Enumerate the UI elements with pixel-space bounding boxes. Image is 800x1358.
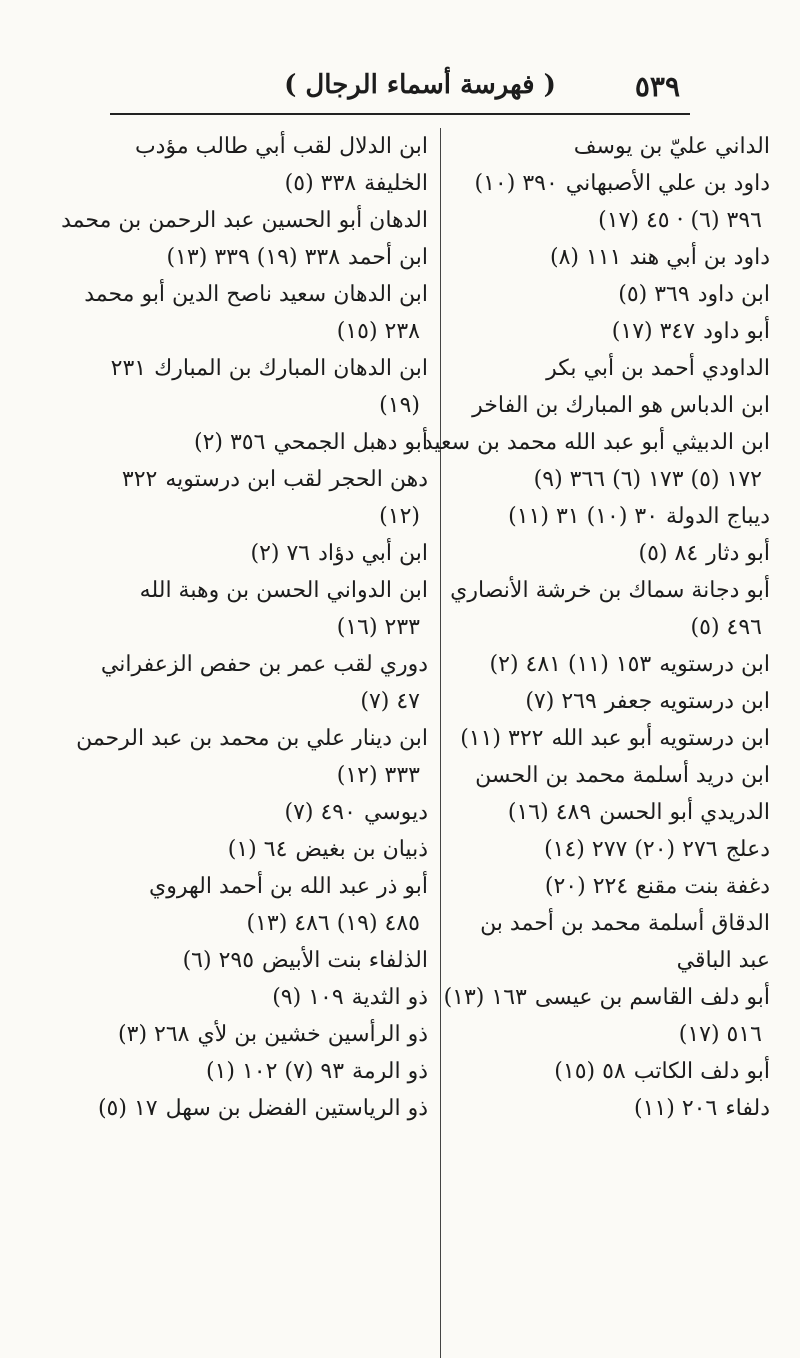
index-entry bbox=[113, 498, 428, 535]
entry-pages: (١٢) bbox=[379, 504, 420, 529]
index-entry bbox=[113, 572, 428, 609]
entry-pages: ٢٣٨ (١٥) bbox=[336, 319, 420, 344]
entry-pages: ٢٦٩ (٧) bbox=[525, 689, 597, 714]
entry-name: ذو الرأسين خشين بن لأي bbox=[197, 1022, 428, 1047]
entry-pages: ٣٩٦ (٦) · ٤٥ (١٧) bbox=[598, 208, 762, 233]
index-entry bbox=[455, 461, 770, 498]
entry-pages: ٢٩٥ (٦) bbox=[182, 948, 255, 973]
entry-pages: ٣٢٢ bbox=[121, 467, 158, 492]
entry-name: ابن الدبيثي أبو عبد الله محمد بن سعيد bbox=[422, 430, 770, 455]
index-entry bbox=[455, 868, 770, 905]
entry-name: داود بن علي الأصبهاني bbox=[565, 171, 770, 196]
entry-pages: (١٩) bbox=[379, 393, 420, 418]
entry-name: ابن درستويه bbox=[659, 652, 770, 677]
index-entry bbox=[422, 424, 770, 461]
index-entry bbox=[443, 979, 770, 1016]
entry-name: ذو الرمة bbox=[352, 1059, 428, 1084]
index-entry bbox=[84, 276, 428, 313]
index-entry bbox=[113, 794, 428, 831]
entry-name: الدقاق أسلمة محمد بن أحمد بن bbox=[480, 911, 770, 936]
entry-name: أبو داود bbox=[703, 319, 770, 344]
entry-pages: ٤٨٥ (١٩) ٤٨٦ (١٣) bbox=[246, 911, 420, 936]
entry-name: أبو ذر عبد الله بن أحمد الهروي bbox=[149, 874, 428, 899]
index-entry bbox=[113, 461, 428, 498]
entry-pages: ٢٣٣ (١٦) bbox=[336, 615, 420, 640]
entry-pages: ٤٩٠ (٧) bbox=[284, 800, 356, 825]
entry-pages: ١٧ (٥) bbox=[97, 1096, 158, 1121]
entry-pages: ١٥٣ (١١) ٤٨١ (٢) bbox=[489, 652, 652, 677]
index-entry bbox=[110, 350, 428, 387]
column-divider bbox=[440, 128, 441, 1358]
index-entry bbox=[76, 720, 428, 757]
entry-pages: ١٧٢ (٥) ١٧٣ (٦) ٣٦٦ (٩) bbox=[533, 467, 762, 492]
entry-name: ابن الدهان سعيد ناصح الدين أبو محمد bbox=[84, 282, 428, 307]
entry-name: ابن أحمد bbox=[348, 245, 428, 270]
index-entry bbox=[455, 1090, 770, 1127]
index-entry bbox=[455, 313, 770, 350]
entry-name: ابن دينار علي بن محمد بن عبد الرحمن bbox=[76, 726, 428, 751]
entry-name: الدريدي أبو الحسن bbox=[599, 800, 770, 825]
entry-name: الدهان أبو الحسين عبد الرحمن بن محمد bbox=[61, 208, 428, 233]
index-entry bbox=[113, 239, 428, 276]
entry-name: ابن الدواني الحسن بن وهبة الله bbox=[139, 578, 428, 603]
entry-pages: ٥٨ (١٥) bbox=[554, 1059, 626, 1084]
entry-name: أبو دجانة سماك بن خرشة الأنصاري bbox=[450, 578, 770, 603]
entry-pages: ٤٩٦ (٥) bbox=[690, 615, 762, 640]
index-entry bbox=[113, 979, 428, 1016]
running-title: ( فهرسة أسماء الرجال ) bbox=[284, 70, 556, 100]
index-entry bbox=[455, 165, 770, 202]
index-entry bbox=[455, 609, 770, 646]
entry-name: الداودي أحمد بن أبي بكر bbox=[546, 356, 770, 381]
entry-name: أبو دلف القاسم بن عيسى bbox=[534, 985, 770, 1010]
index-entry bbox=[455, 202, 770, 239]
entry-pages: ٢٢٤ (٢٠) bbox=[544, 874, 629, 899]
index-entry bbox=[455, 646, 770, 683]
index-column-left bbox=[61, 128, 428, 1127]
index-entry bbox=[455, 720, 770, 757]
index-entry bbox=[113, 1053, 428, 1090]
index-entry bbox=[113, 535, 428, 572]
entry-pages: ٧٦ (٢) bbox=[250, 541, 311, 566]
index-entry bbox=[455, 535, 770, 572]
index-entry bbox=[455, 905, 770, 942]
index-entry bbox=[455, 1053, 770, 1090]
entry-pages: ٥١٦ (١٧) bbox=[678, 1022, 762, 1047]
entry-pages: ٤٧ (٧) bbox=[360, 689, 420, 714]
entry-pages: ٣٤٧ (١٧) bbox=[611, 319, 696, 344]
entry-name: ديوسي bbox=[363, 800, 428, 825]
entry-pages: ٩٣ (٧) ١٠٢ (١) bbox=[205, 1059, 345, 1084]
entry-name: دهن الحجر لقب ابن درستويه bbox=[165, 467, 428, 492]
entry-name: داود بن أبي هند bbox=[629, 245, 770, 270]
entry-name: الذلفاء بنت الأبيض bbox=[262, 948, 428, 973]
entry-pages: ٣٢٢ (١١) bbox=[460, 726, 544, 751]
index-column-right bbox=[422, 128, 770, 1127]
index-entry bbox=[455, 128, 770, 165]
entry-pages: ٢٧٦ (٢٠) ٢٧٧ (١٤) bbox=[544, 837, 718, 862]
entry-pages: ٣٣٣ (١٢) bbox=[336, 763, 420, 788]
index-entry bbox=[455, 350, 770, 387]
entry-name: ذبيان بن بغيض bbox=[295, 837, 428, 862]
entry-pages: ١٠٩ (٩) bbox=[272, 985, 344, 1010]
entry-pages: ٣٣٨ (٥) bbox=[284, 171, 357, 196]
index-entry bbox=[450, 572, 770, 609]
entry-name: ذو الرياستين الفضل بن سهل bbox=[165, 1096, 428, 1121]
index-entry bbox=[455, 276, 770, 313]
entry-name: ديباج الدولة bbox=[666, 504, 770, 529]
index-entry bbox=[455, 387, 770, 424]
index-entry bbox=[113, 1016, 428, 1053]
entry-name: ذو الثدية bbox=[351, 985, 428, 1010]
index-entry bbox=[113, 942, 428, 979]
index-entry bbox=[113, 313, 428, 350]
index-entry bbox=[113, 128, 428, 165]
entry-name: دعلج bbox=[725, 837, 770, 862]
entry-pages: ٢٠٦ (١١) bbox=[634, 1096, 718, 1121]
index-entry bbox=[455, 831, 770, 868]
index-entry bbox=[455, 498, 770, 535]
index-entry bbox=[455, 794, 770, 831]
entry-name: أبو دثار bbox=[706, 541, 770, 566]
entry-name: ابن الدهان المبارك بن المبارك bbox=[154, 356, 428, 381]
entry-pages: ٣٦٩ (٥) bbox=[618, 282, 690, 307]
entry-name: ابن الدباس هو المبارك بن الفاخر bbox=[472, 393, 770, 418]
entry-name: دلفاء bbox=[725, 1096, 770, 1121]
entry-pages: ٤٨٩ (١٦) bbox=[507, 800, 592, 825]
entry-name: دغفة بنت مقنع bbox=[636, 874, 770, 899]
page-header bbox=[110, 70, 680, 110]
entry-name: الخليفة bbox=[364, 171, 428, 196]
entry-pages: ٣٩٠ (١٠) bbox=[474, 171, 558, 196]
entry-name: أبو دلف الكاتب bbox=[633, 1059, 770, 1084]
index-entry bbox=[455, 239, 770, 276]
index-entry bbox=[113, 387, 428, 424]
index-entry bbox=[61, 202, 428, 239]
entry-name: أبو دهبل الجمحي bbox=[273, 430, 428, 455]
entry-pages: ٣٠ (١٠) ٣١ (١١) bbox=[508, 504, 659, 529]
entry-name: ابن داود bbox=[697, 282, 770, 307]
entry-pages: ٣٣٨ (١٩) ٣٣٩ (١٣) bbox=[166, 245, 341, 270]
entry-name: الداني عليّ بن يوسف bbox=[573, 134, 770, 159]
entry-name: ابن أبي دؤاد bbox=[318, 541, 428, 566]
index-entry bbox=[113, 868, 428, 905]
index-entry bbox=[113, 757, 428, 794]
index-entry bbox=[113, 609, 428, 646]
entry-pages: ٨٤ (٥) bbox=[638, 541, 699, 566]
index-entry bbox=[455, 683, 770, 720]
index-entry bbox=[113, 905, 428, 942]
index-entry bbox=[455, 1016, 770, 1053]
index-entry bbox=[113, 831, 428, 868]
index-entry bbox=[113, 683, 428, 720]
entry-name: ابن دريد أسلمة محمد بن الحسن bbox=[475, 763, 770, 788]
entry-pages: ١٦٣ (١٣) bbox=[443, 985, 527, 1010]
index-entry bbox=[113, 165, 428, 202]
index-entry bbox=[100, 646, 428, 683]
entry-name: دوري لقب عمر بن حفص الزعفراني bbox=[100, 652, 428, 677]
page-number: ٥٣٩ bbox=[634, 70, 680, 103]
index-entry bbox=[455, 757, 770, 794]
entry-pages: ٢٦٨ (٣) bbox=[118, 1022, 190, 1047]
entry-pages: ١١١ (٨) bbox=[550, 245, 622, 270]
index-entry bbox=[113, 424, 428, 461]
entry-name: عبد الباقي bbox=[676, 948, 770, 973]
entry-name: ابن الدلال لقب أبي طالب مؤدب bbox=[134, 134, 428, 159]
entry-pages: ٢٣١ bbox=[110, 356, 147, 381]
entry-name: ابن درستويه أبو عبد الله bbox=[551, 726, 770, 751]
entry-pages: ٣٥٦ (٢) bbox=[193, 430, 266, 455]
entry-pages: ٦٤ (١) bbox=[227, 837, 288, 862]
index-entry bbox=[455, 942, 770, 979]
header-rule bbox=[110, 113, 690, 115]
index-entry bbox=[97, 1090, 428, 1127]
entry-name: ابن درستويه جعفر bbox=[604, 689, 770, 714]
